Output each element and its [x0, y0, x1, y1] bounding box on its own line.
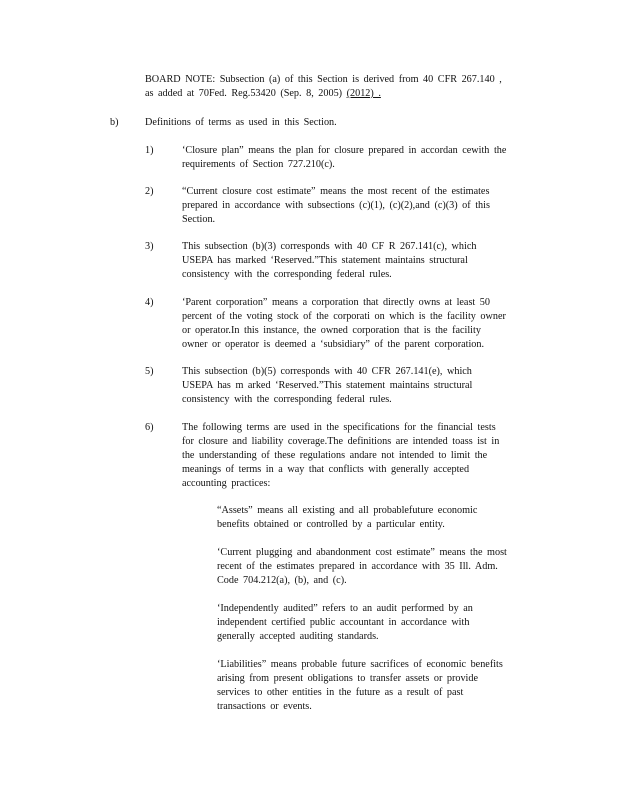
item-text-1: [182, 144, 506, 172]
definition-line: recent of the estimates prepared in accordance with 35 Ill. Adm.: [217, 561, 498, 572]
item-5-line: consistency with the corresponding federal rules.: [182, 394, 392, 405]
item-text-5: [182, 365, 472, 407]
item-text-6: [182, 421, 499, 491]
definition-line: ‘Independently audited” refers to an audit performed by an: [217, 603, 473, 614]
item-2-line: prepared in accordance with subsections (c)(1), (c)(2),and (c)(3) of this: [182, 200, 490, 211]
definition-line: benefits obtained or controlled by a particular entity.: [217, 519, 445, 530]
board-note: [145, 73, 502, 101]
item-number-1: 1): [145, 145, 154, 156]
item-3-line: USEPA has marked ‘Reserved.”This statement maintains structural: [182, 255, 468, 266]
item-text-2: [182, 185, 490, 227]
board-note-line-2: [145, 87, 502, 101]
definition-line: generally accepted auditing standards.: [217, 631, 379, 642]
item-4-line: owner or operator is deemed a ‘subsidiary” of the parent corporation.: [182, 339, 485, 350]
item-6-line: for closure and liability coverage.The definitions are intended toass ist in: [182, 436, 500, 447]
item-4-line: percent of the voting stock of the corporati on which is the facility owner: [182, 311, 506, 322]
board-note-line-1: BOARD NOTE: Subsection (a) of this Section is derived from 40 CFR 267.140 ,: [145, 74, 502, 85]
item-text-3: [182, 240, 476, 282]
definition-line: transactions or events.: [217, 701, 312, 712]
item-number-6: 6): [145, 422, 154, 433]
item-5-line: This subsection (b)(5) corresponds with 40 CFR 267.141(e), which: [182, 366, 472, 377]
definition-line: ‘Liabilities” means probable future sacrifices of economic benefits: [217, 659, 503, 670]
definition-independently-audited: [217, 602, 473, 644]
section-b-marker: b): [110, 117, 119, 128]
item-4-line: ‘Parent corporation” means a corporation that directly owns at least 50: [182, 297, 490, 308]
definition-line: services to other entities in the future as a result of past: [217, 687, 464, 698]
item-6-line: the understanding of these regulations andare not intended to limit the: [182, 450, 488, 461]
definition-line: independent certified public accountant in accordance with: [217, 617, 470, 628]
item-number-2: 2): [145, 186, 154, 197]
board-note-year-link[interactable]: (2012) .: [346, 88, 381, 99]
item-3-line: consistency with the corresponding federal rules.: [182, 269, 392, 280]
definition-line: Code 704.212(a), (b), and (c).: [217, 575, 347, 586]
item-6-line: The following terms are used in the specifications for the financial tests: [182, 422, 496, 433]
item-3-line: This subsection (b)(3) corresponds with 40 CF R 267.141(c), which: [182, 241, 477, 252]
section-b-heading: Definitions of terms as used in this Section.: [145, 117, 337, 128]
item-6-line: meanings of terms in a way that conflicts with generally accepted: [182, 464, 470, 475]
item-number-5: 5): [145, 366, 154, 377]
item-number-4: 4): [145, 297, 154, 308]
definition-line: ‘Current plugging and abandonment cost estimate” means the most: [217, 547, 507, 558]
item-6-line: accounting practices:: [182, 478, 271, 489]
item-1-line: ‘Closure plan” means the plan for closure prepared in accordan cewith the: [182, 145, 507, 156]
item-2-line: Section.: [182, 214, 216, 225]
item-4-line: or operator.In this instance, the owned corporation that is the facility: [182, 325, 481, 336]
board-note-line-2-text: as added at 70Fed. Reg.53420 (Sep. 8, 2005): [145, 88, 347, 99]
item-5-line: USEPA has m arked ‘Reserved.”This statement maintains structural: [182, 380, 473, 391]
item-2-line: “Current closure cost estimate” means the most recent of the estimates: [182, 186, 490, 197]
definition-line: “Assets” means all existing and all probablefuture economic: [217, 505, 478, 516]
definition-line: arising from present obligations to transfer assets or provide: [217, 673, 479, 684]
definition-liabilities: [217, 658, 503, 714]
item-number-3: 3): [145, 241, 154, 252]
definition-current-plugging: [217, 546, 507, 588]
item-1-line: requirements of Section 727.210(c).: [182, 159, 335, 170]
definition-assets: [217, 504, 477, 532]
item-text-4: [182, 296, 506, 352]
